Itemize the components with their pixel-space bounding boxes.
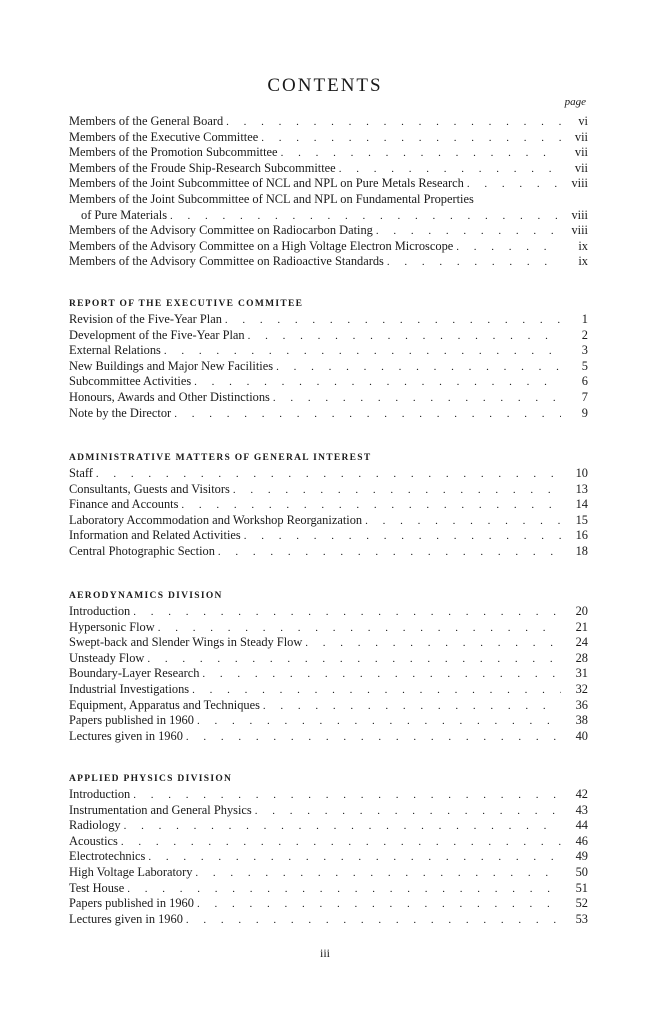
toc-entry xyxy=(69,787,588,803)
toc-entry-page: viii xyxy=(571,223,588,238)
dot-leader xyxy=(192,683,561,699)
toc-entry-title: Test House xyxy=(69,880,125,895)
toc-entry-title: Members of the Joint Subcommittee of NCL and NPL on Fundamental Properties xyxy=(69,191,474,206)
toc-entry xyxy=(69,544,588,560)
toc-entry xyxy=(69,466,588,482)
dot-leader xyxy=(273,391,561,407)
toc-entry-title: Swept-back and Slender Wings in Steady Flow xyxy=(69,635,303,650)
toc-entry-page: vii xyxy=(574,145,588,160)
toc-entry-page: 50 xyxy=(575,864,588,879)
toc-entry-title: Honours, Awards and Other Distinctions xyxy=(69,389,270,404)
toc-entry xyxy=(69,604,588,620)
toc-entry-page: 38 xyxy=(575,713,588,728)
toc-entry-title: Radiology xyxy=(69,818,121,833)
toc-entry xyxy=(69,359,588,375)
toc-entry-title: Members of the Advisory Committee on Radiocarbon Dating xyxy=(69,223,373,238)
toc-entry-page: 15 xyxy=(575,512,588,527)
page-column-label: page xyxy=(564,96,586,108)
toc-entry-page: 6 xyxy=(581,374,588,389)
dot-leader xyxy=(133,788,561,804)
toc-entry xyxy=(69,328,588,344)
dot-leader xyxy=(339,162,561,178)
toc-entry xyxy=(69,698,588,714)
section-applied-physics-division xyxy=(69,771,588,927)
toc-entry-title: Members of the Promotion Subcommittee xyxy=(69,145,278,160)
toc-entry-page: 52 xyxy=(575,896,588,911)
toc-entry xyxy=(69,818,588,834)
section-administrative-matters xyxy=(69,450,588,560)
toc-entry xyxy=(69,912,588,928)
toc-entry-page: 51 xyxy=(575,880,588,895)
toc-entry xyxy=(69,145,588,161)
toc-entry-title: Lectures given in 1960 xyxy=(69,911,183,926)
toc-entry xyxy=(69,803,588,819)
toc-entry-title: Development of the Five-Year Plan xyxy=(69,327,245,342)
toc-entry xyxy=(69,620,588,636)
toc-entry xyxy=(69,192,588,208)
toc-entry-title: Papers published in 1960 xyxy=(69,896,194,911)
section-heading: AERODYNAMICS DIVISION xyxy=(69,591,223,601)
toc-entry-title: Laboratory Accommodation and Workshop Reorganization xyxy=(69,512,363,527)
toc-entry-page: 20 xyxy=(575,604,588,618)
toc-entry-page: 13 xyxy=(575,481,588,496)
toc-entry-title: New Buildings and Major New Facilities xyxy=(69,358,274,373)
toc-entry-page: ix xyxy=(578,238,588,253)
dot-leader xyxy=(261,131,561,147)
toc-entry xyxy=(69,161,588,177)
dot-leader xyxy=(194,375,561,391)
toc-entry xyxy=(69,482,588,498)
toc-entry-page: 18 xyxy=(575,543,588,558)
toc-entry-page: 40 xyxy=(575,728,588,743)
section-aerodynamics-division xyxy=(69,588,588,744)
toc-entry-page: 46 xyxy=(575,833,588,848)
toc-entry-page: 9 xyxy=(581,405,588,420)
dot-leader xyxy=(248,329,561,345)
toc-entry xyxy=(69,849,588,865)
toc-entry-page: 14 xyxy=(575,497,588,512)
toc-entry xyxy=(69,254,588,270)
dot-leader xyxy=(133,605,561,621)
toc-entry-page: 16 xyxy=(575,528,588,543)
dot-leader xyxy=(197,714,561,730)
dot-leader xyxy=(387,255,561,271)
toc-entry-page: 24 xyxy=(575,635,588,650)
toc-entry xyxy=(69,130,588,146)
toc-entry-page: vii xyxy=(574,129,588,144)
toc-entry-title: Electrotechnics xyxy=(69,849,146,864)
dot-leader xyxy=(456,240,561,256)
dot-leader xyxy=(276,360,561,376)
dot-leader xyxy=(197,897,561,913)
toc-entry-title: Central Photographic Section xyxy=(69,543,215,558)
toc-entry-page: 32 xyxy=(575,681,588,696)
dot-leader xyxy=(244,529,561,545)
toc-entry xyxy=(69,635,588,651)
toc-entry-page: 43 xyxy=(575,802,588,817)
toc-entry-page: 28 xyxy=(575,650,588,665)
toc-entry-title: High Voltage Laboratory xyxy=(69,864,193,879)
toc-entry xyxy=(69,406,588,422)
dot-leader xyxy=(170,209,561,225)
toc-entry xyxy=(69,513,588,529)
toc-entry-title: Subcommittee Activities xyxy=(69,374,192,389)
toc-entry-page: 42 xyxy=(575,787,588,801)
toc-entry-page: 10 xyxy=(575,466,588,480)
toc-entry-page: 49 xyxy=(575,849,588,864)
dot-leader xyxy=(202,667,561,683)
toc-entry-page: 5 xyxy=(581,358,588,373)
toc-entry-page: 36 xyxy=(575,697,588,712)
toc-entry xyxy=(69,114,588,130)
dot-leader xyxy=(147,652,561,668)
section-heading: REPORT OF THE EXECUTIVE COMMITEE xyxy=(69,299,304,309)
toc-entry-title: Instrumentation and General Physics xyxy=(69,802,252,817)
toc-entry xyxy=(69,374,588,390)
dot-leader xyxy=(233,483,561,499)
toc-entry-page: vii xyxy=(574,160,588,175)
dot-leader xyxy=(181,498,561,514)
toc-entry-title: Industrial Investigations xyxy=(69,681,190,696)
dot-leader xyxy=(186,730,561,746)
toc-entry-title: Members of the Advisory Committee on a High Voltage Electron Microscope xyxy=(69,238,454,253)
toc-entry xyxy=(69,834,588,850)
toc-entry-title: Introduction xyxy=(69,604,131,618)
toc-entry-title: Information and Related Activities xyxy=(69,528,241,543)
dot-leader xyxy=(255,804,561,820)
dot-leader xyxy=(195,866,561,882)
toc-entry xyxy=(69,497,588,513)
dot-leader xyxy=(121,835,561,851)
toc-entry-title: Members of the Advisory Committee on Radioactive Standards xyxy=(69,254,384,269)
toc-entry-page: 2 xyxy=(581,327,588,342)
toc-entry-page: 1 xyxy=(581,312,588,326)
dot-leader xyxy=(305,636,561,652)
toc-entry-title: Boundary-Layer Research xyxy=(69,666,200,681)
toc-entry-page: 44 xyxy=(575,818,588,833)
toc-entry-title: Finance and Accounts xyxy=(69,497,179,512)
section-executive-committee xyxy=(69,296,588,421)
toc-entry-title: Introduction xyxy=(69,787,131,801)
toc-entry-title: Members of the Froude Ship-Research Subcommittee xyxy=(69,160,336,175)
dot-leader xyxy=(96,467,561,483)
toc-entry-title: Hypersonic Flow xyxy=(69,619,155,634)
dot-leader xyxy=(148,850,561,866)
toc-entry-title: Consultants, Guests and Visitors xyxy=(69,481,230,496)
toc-entry-title: Acoustics xyxy=(69,833,118,848)
toc-entry xyxy=(69,713,588,729)
toc-entry-title: of Pure Materials xyxy=(81,207,168,222)
toc-entry-page: 21 xyxy=(575,619,588,634)
dot-leader xyxy=(467,177,561,193)
toc-entry xyxy=(69,343,588,359)
toc-entry xyxy=(69,312,588,328)
dot-leader xyxy=(226,115,561,131)
dot-leader xyxy=(365,514,561,530)
front-matter-list xyxy=(69,114,588,270)
section-heading: ADMINISTRATIVE MATTERS OF GENERAL INTEREST xyxy=(69,453,372,463)
toc-entry xyxy=(69,865,588,881)
toc-entry-title: Lectures given in 1960 xyxy=(69,728,183,743)
toc-entry xyxy=(69,176,588,192)
dot-leader xyxy=(127,882,561,898)
section-heading: APPLIED PHYSICS DIVISION xyxy=(69,774,233,784)
toc-entry xyxy=(69,729,588,745)
toc-entry-page: 53 xyxy=(575,911,588,926)
toc-entry xyxy=(69,528,588,544)
toc-entry xyxy=(69,682,588,698)
toc-entry-title: Unsteady Flow xyxy=(69,650,145,665)
toc-entry-title: Equipment, Apparatus and Techniques xyxy=(69,697,260,712)
toc-entry-title: Staff xyxy=(69,466,93,480)
toc-entry-page: 3 xyxy=(581,343,588,358)
toc-entry xyxy=(69,896,588,912)
toc-entry xyxy=(69,881,588,897)
toc-entry xyxy=(69,651,588,667)
toc-entry-page: ix xyxy=(578,254,588,269)
dot-leader xyxy=(281,146,561,162)
toc-entry-title: Members of the Joint Subcommittee of NCL and NPL on Pure Metals Research xyxy=(69,176,464,191)
toc-entry-title: Papers published in 1960 xyxy=(69,713,194,728)
toc-entry-page: viii xyxy=(571,176,588,191)
toc-entry xyxy=(69,208,588,224)
toc-entry-page: vi xyxy=(578,114,588,128)
toc-entry-title: Revision of the Five-Year Plan xyxy=(69,312,222,326)
toc-entry xyxy=(69,223,588,239)
toc-entry-page: 7 xyxy=(581,389,588,404)
dot-leader xyxy=(263,699,561,715)
toc-entry-title: External Relations xyxy=(69,343,161,358)
dot-leader xyxy=(186,913,561,929)
toc-entry-page: viii xyxy=(571,207,588,222)
dot-leader xyxy=(376,224,561,240)
dot-leader xyxy=(158,621,561,637)
toc-entry-title: Members of the General Board xyxy=(69,114,224,128)
dot-leader xyxy=(124,819,561,835)
dot-leader xyxy=(164,344,561,360)
toc-entry-title: Note by the Director xyxy=(69,405,172,420)
toc-entry-title: Members of the Executive Committee xyxy=(69,129,259,144)
toc-entry xyxy=(69,390,588,406)
page-number: iii xyxy=(319,946,330,960)
dot-leader xyxy=(174,407,561,423)
page-title: CONTENTS xyxy=(267,75,383,96)
dot-leader xyxy=(225,313,561,329)
toc-entry xyxy=(69,239,588,255)
toc-entry-page: 31 xyxy=(575,666,588,681)
toc-entry xyxy=(69,666,588,682)
dot-leader xyxy=(218,545,561,561)
